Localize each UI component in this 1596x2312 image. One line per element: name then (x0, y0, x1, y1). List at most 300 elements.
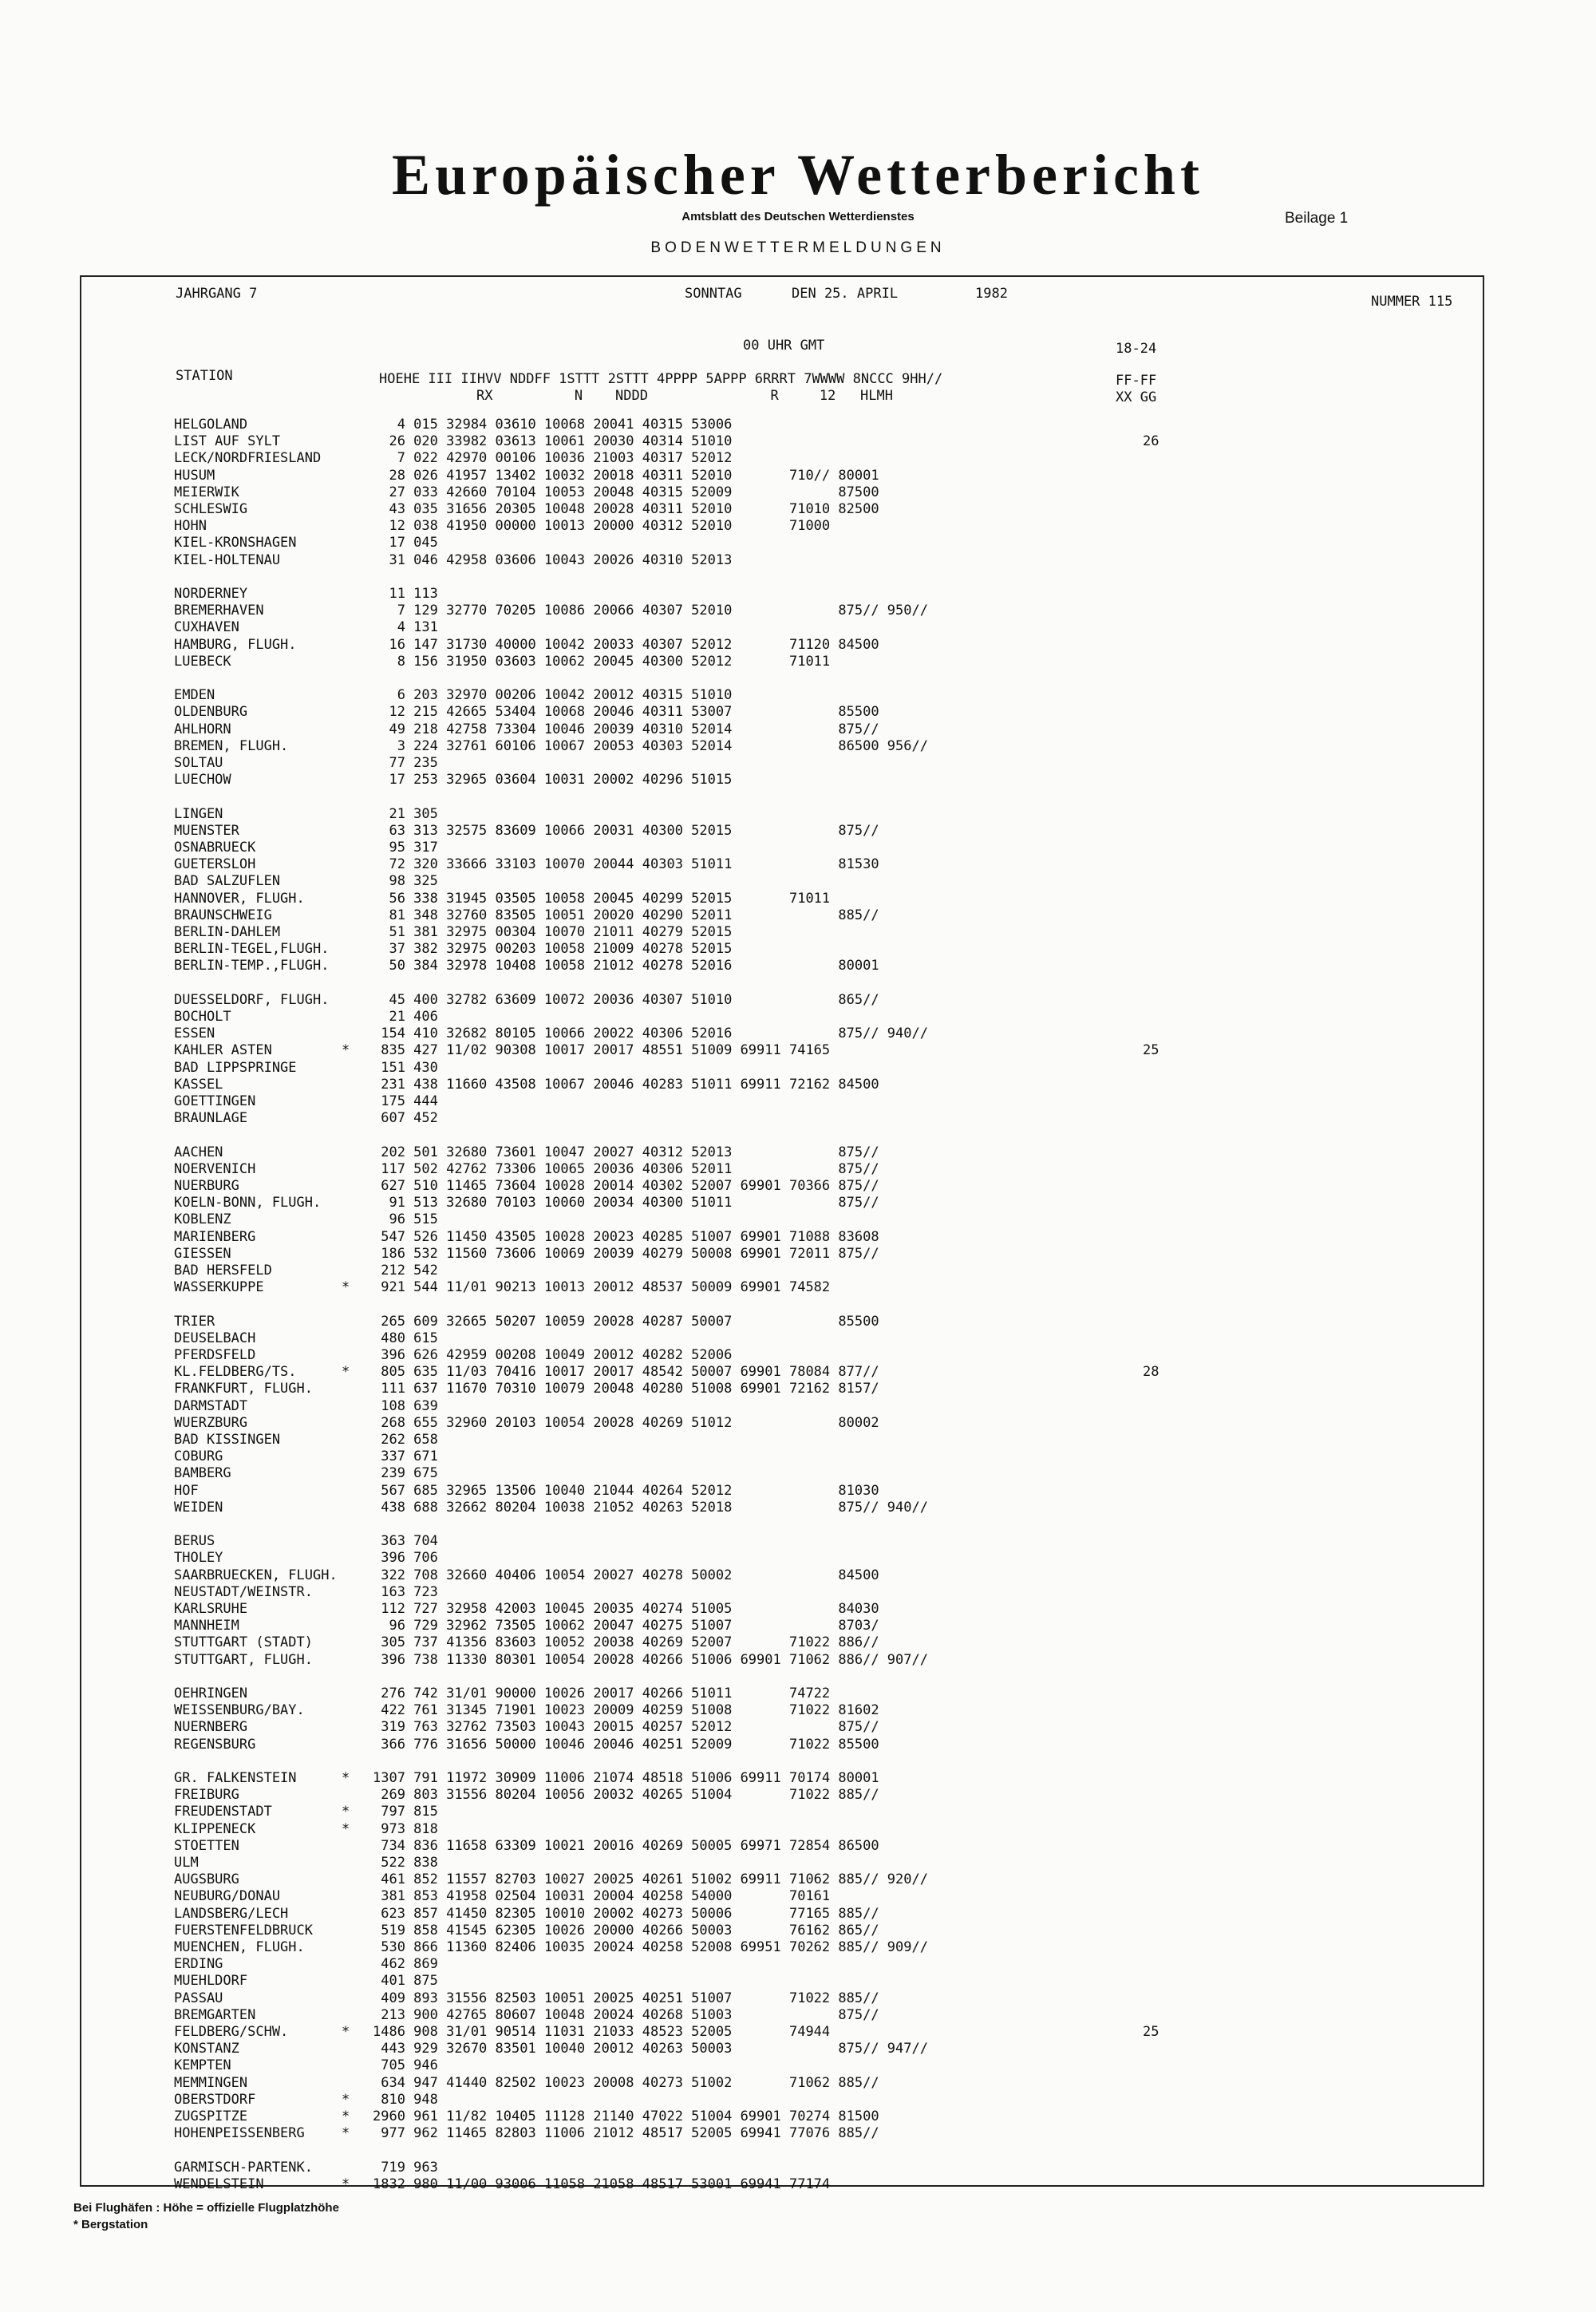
station-data: 151 430 (373, 1060, 438, 1076)
station-data: 973 818 (373, 1821, 438, 1837)
station-name: WEIDEN (174, 1500, 223, 1516)
table-row (0, 535, 1596, 551)
beilage-label: Beilage 1 (1285, 210, 1349, 227)
station-data: 461 852 11557 82703 10027 20025 40261 51002 69911 71062 885// 920// (373, 1871, 928, 1887)
table-row (0, 518, 1596, 535)
station-data: 4 131 (373, 619, 438, 635)
table-row (0, 2007, 1596, 2024)
station-name: FRANKFURT, FLUGH. (174, 1381, 313, 1397)
table-row (0, 468, 1596, 484)
station-name: KAHLER ASTEN (174, 1042, 272, 1058)
footnote-airports: Bei Flughäfen : Höhe = offizielle Flugplatzhöhe (73, 2201, 339, 2215)
station-data: 977 962 11465 82803 11006 21012 48517 52005 69941 77076 885// (373, 2125, 879, 2141)
table-row (0, 552, 1596, 569)
station-data: 530 866 11360 82406 10035 20024 40258 52008 69951 70262 885// 909// (373, 1939, 928, 1955)
station-name: WEISSENBURG/BAY. (174, 1702, 305, 1718)
station-name: FREIBURG (174, 1787, 239, 1803)
station-data: 50 384 32978 10408 10058 21012 40278 52016 80001 (373, 958, 879, 974)
station-name: PFERDSFELD (174, 1347, 256, 1363)
table-row (0, 1026, 1596, 1042)
station-name: HOHENPEISSENBERG (174, 2125, 305, 2141)
table-row (0, 856, 1596, 873)
table-row (0, 1161, 1596, 1178)
table-row (0, 1347, 1596, 1364)
table-row (0, 1042, 1596, 1059)
station-name: BREMERHAVEN (174, 603, 264, 619)
station-name: KASSEL (174, 1077, 223, 1093)
table-row (0, 891, 1596, 907)
station-data: 719 963 (373, 2160, 438, 2176)
table-row (0, 1533, 1596, 1550)
station-data: 401 875 (373, 1973, 438, 1989)
table-row (0, 1060, 1596, 1077)
mountain-station-marker: * (342, 1279, 350, 1295)
station-name: MARIENBERG (174, 1229, 256, 1245)
station-data: 12 038 41950 00000 10013 20000 40312 52010 71000 (373, 518, 831, 534)
station-data: 805 635 11/03 70416 10017 20017 48542 50007 69901 78084 877// (373, 1364, 879, 1380)
station-data: 7 129 32770 70205 10086 20066 40307 52010 875// 950// (373, 603, 928, 619)
station-data: 17 253 32965 03604 10031 20002 40296 51015 (373, 772, 733, 788)
station-name: KL.FELDBERG/TS. (174, 1364, 297, 1380)
station-name: ERDING (174, 1956, 223, 1972)
station-data: 111 637 11670 70310 10079 20048 40280 51008 69901 72162 8157/ (373, 1381, 879, 1397)
table-row (0, 1888, 1596, 1905)
code-columns-header: HOEHE III IIHVV NDDFF 1STTT 2STTT 4PPPP 5APPP 6RRRT 7WWWW 8NCCC 9HH// (379, 371, 943, 387)
station-name: COBURG (174, 1448, 223, 1464)
table-row (0, 1737, 1596, 1753)
station-name: BAD KISSINGEN (174, 1432, 281, 1448)
station-data: 1486 908 31/01 90514 11031 21033 48523 52005 74944 (373, 2024, 831, 2040)
table-row (0, 1110, 1596, 1127)
station-name: BERLIN-TEGEL,FLUGH. (174, 941, 330, 957)
station-data: 56 338 31945 03505 10058 20045 40299 52015 71011 (373, 891, 831, 907)
station-data: 634 947 41440 82502 10023 20008 40273 51002 71062 885// (373, 2075, 879, 2091)
table-row (0, 2176, 1596, 2193)
station-data: 37 382 32975 00203 10058 21009 40278 52015 (373, 941, 733, 957)
station-name: BAMBERG (174, 1465, 231, 1481)
table-row (0, 2125, 1596, 2142)
station-data: 438 688 32662 80204 10038 21052 40263 52018 875// 940// (373, 1500, 928, 1516)
station-name: BERUS (174, 1533, 215, 1549)
report-subtitle: Amtsblatt des Deutschen Wetterdienstes (681, 210, 915, 223)
gust-value: 25 (1143, 2024, 1159, 2040)
station-data: 262 658 (373, 1432, 438, 1448)
station-data: 91 513 32680 70103 10060 20034 40300 51011 875// (373, 1195, 879, 1211)
table-row (0, 1838, 1596, 1855)
table-row (0, 1871, 1596, 1888)
table-row (0, 721, 1596, 738)
station-name: BOCHOLT (174, 1009, 231, 1025)
table-row (0, 2092, 1596, 2108)
mountain-station-marker: * (342, 2125, 350, 2141)
station-data: 305 737 41356 83603 10052 20038 40269 52007 71022 886// (373, 1634, 879, 1650)
station-name: LUEBECK (174, 654, 231, 670)
station-name: FUERSTENFELDBRUCK (174, 1923, 313, 1939)
station-name: HUSUM (174, 468, 215, 484)
table-row (0, 1448, 1596, 1465)
period-label: 18-24 (1116, 341, 1157, 357)
issue-number: NUMMER 115 (1371, 294, 1453, 310)
table-row (0, 1398, 1596, 1415)
table-row (0, 1634, 1596, 1651)
station-name: MUENSTER (174, 823, 239, 839)
station-data: 835 427 11/02 90308 10017 20017 48551 51009 69911 74165 (373, 1042, 831, 1058)
station-data: 921 544 11/01 90213 10013 20012 48537 50009 69901 74582 (373, 1279, 831, 1295)
table-row (0, 755, 1596, 772)
table-row (0, 433, 1596, 450)
table-row (0, 992, 1596, 1009)
station-data: 623 857 41450 82305 10010 20002 40273 50006 77165 885// (373, 1906, 879, 1922)
station-data: 396 738 11330 80301 10054 20028 40266 51006 69901 71062 886// 907// (373, 1652, 928, 1668)
table-row (0, 772, 1596, 788)
station-data: 95 317 (373, 840, 438, 856)
table-row (0, 1077, 1596, 1093)
station-data: 268 655 32960 20103 10054 20028 40269 51012 80002 (373, 1415, 879, 1431)
table-row (0, 1178, 1596, 1195)
station-name: NORDERNEY (174, 586, 248, 602)
station-name: BREMGARTEN (174, 2007, 256, 2023)
station-data: 26 020 33982 03613 10061 20030 40314 51010 (373, 433, 733, 449)
table-row (0, 1567, 1596, 1584)
station-name: GR. FALKENSTEIN (174, 1770, 297, 1786)
station-data: 734 836 11658 63309 10021 20016 40269 50005 69971 72854 86500 (373, 1838, 879, 1854)
station-data: 108 639 (373, 1398, 438, 1414)
table-row (0, 450, 1596, 467)
code-columns-subheader: RX N NDDD R 12 HLMH (476, 388, 893, 404)
report-title: Europäischer Wetterbericht (392, 143, 1204, 207)
table-row (0, 1956, 1596, 1973)
station-name: NUERBURG (174, 1178, 239, 1194)
station-name: GARMISCH-PARTENK. (174, 2160, 313, 2176)
table-row (0, 1229, 1596, 1246)
station-name: KOBLENZ (174, 1211, 231, 1227)
table-row (0, 2108, 1596, 2125)
station-data: 212 542 (373, 1263, 438, 1279)
table-row (0, 1093, 1596, 1110)
station-data: 112 727 32958 42003 10045 20035 40274 51005 84030 (373, 1601, 879, 1617)
station-data: 43 035 31656 20305 10048 20028 40311 52010 71010 82500 (373, 501, 879, 517)
station-data: 8 156 31950 03603 10062 20045 40300 52012 71011 (373, 654, 831, 670)
table-row (0, 1144, 1596, 1161)
station-data: 1832 980 11/00 93006 11058 21058 48517 53001 69941 77174 (373, 2176, 831, 2192)
station-data: 396 626 42959 00208 10049 20012 40282 52006 (373, 1347, 733, 1363)
station-name: GIESSEN (174, 1246, 231, 1262)
station-name: BRAUNLAGE (174, 1110, 248, 1126)
station-name: SCHLESWIG (174, 501, 248, 517)
station-name: HELGOLAND (174, 417, 248, 433)
table-row (0, 1601, 1596, 1618)
station-data: 366 776 31656 50000 10046 20046 40251 52009 71022 85500 (373, 1737, 879, 1753)
station-data: 154 410 32682 80105 10066 20022 40306 52016 875// 940// (373, 1026, 928, 1041)
gust-value: 25 (1143, 1042, 1159, 1058)
station-data: 7 022 42970 00106 10036 21003 40317 52012 (373, 450, 733, 466)
station-column-header: STATION (176, 368, 233, 384)
station-name: KIEL-HOLTENAU (174, 552, 281, 568)
station-data: 396 706 (373, 1550, 438, 1566)
station-name: LANDSBERG/LECH (174, 1906, 289, 1922)
station-data: 409 893 31556 82503 10051 20025 40251 51007 71022 885// (373, 1990, 879, 2006)
table-row (0, 924, 1596, 941)
table-row (0, 1263, 1596, 1279)
station-data: 72 320 33666 33103 10070 20044 40303 51011 81530 (373, 856, 879, 872)
mountain-station-marker: * (342, 1770, 350, 1786)
jahrgang: JAHRGANG 7 (176, 286, 258, 302)
station-data: 607 452 (373, 1110, 438, 1126)
station-name: DARMSTADT (174, 1398, 248, 1414)
station-name: KONSTANZ (174, 2041, 239, 2057)
table-row (0, 1770, 1596, 1787)
table-row (0, 873, 1596, 890)
station-data: 28 026 41957 13402 10032 20018 40311 52010 710// 80001 (373, 468, 879, 484)
station-data: 381 853 41958 02504 10031 20004 40258 54000 70161 (373, 1888, 831, 1904)
station-name: LINGEN (174, 806, 223, 822)
station-name: OSNABRUECK (174, 840, 256, 856)
table-row (0, 603, 1596, 619)
table-row (0, 2075, 1596, 2092)
station-name: BAD SALZUFLEN (174, 873, 281, 889)
station-name: KOELN-BONN, FLUGH. (174, 1195, 322, 1211)
station-data: 63 313 32575 83609 10066 20031 40300 52015 875// (373, 823, 879, 839)
footnote-mountain: * Bergstation (73, 2218, 148, 2231)
station-name: WENDELSTEIN (174, 2176, 264, 2192)
station-name: AHLHORN (174, 721, 231, 737)
table-row (0, 1415, 1596, 1432)
station-name: LUECHOW (174, 772, 231, 788)
table-row (0, 1855, 1596, 1871)
station-name: BREMEN, FLUGH. (174, 738, 289, 754)
table-row (0, 2057, 1596, 2074)
table-row (0, 1686, 1596, 1702)
station-data: 337 671 (373, 1448, 438, 1464)
table-row (0, 1990, 1596, 2007)
date: DEN 25. APRIL (792, 286, 899, 302)
station-name: NUERNBERG (174, 1719, 248, 1735)
mountain-station-marker: * (342, 2024, 350, 2040)
station-name: FREUDENSTADT (174, 1804, 272, 1820)
station-name: WASSERKUPPE (174, 1279, 264, 1295)
station-name: STUTTGART (STADT) (174, 1634, 313, 1650)
station-name: HOHN (174, 518, 207, 534)
station-name: DUESSELDORF, FLUGH. (174, 992, 330, 1008)
station-name: HOF (174, 1483, 199, 1499)
station-name: CUXHAVEN (174, 619, 239, 635)
station-name: NEUSTADT/WEINSTR. (174, 1584, 313, 1600)
station-name: GOETTINGEN (174, 1093, 256, 1109)
table-row (0, 1719, 1596, 1736)
station-data: 27 033 42660 70104 10053 20048 40315 52009 87500 (373, 484, 879, 500)
table-row (0, 1939, 1596, 1956)
table-row (0, 1973, 1596, 1990)
mountain-station-marker: * (342, 1042, 350, 1058)
station-name: MEMMINGEN (174, 2075, 248, 2091)
ff-subheader: XX GG (1116, 389, 1157, 405)
station-name: STOETTEN (174, 1838, 239, 1854)
station-data: 51 381 32975 00304 10070 21011 40279 52015 (373, 924, 733, 940)
station-data: 96 729 32962 73505 10062 20047 40275 51007 8703/ (373, 1618, 879, 1634)
table-row (0, 1246, 1596, 1263)
table-row (0, 1364, 1596, 1381)
station-name: AUGSBURG (174, 1871, 239, 1887)
mountain-station-marker: * (342, 1364, 350, 1380)
station-name: LIST AUF SYLT (174, 433, 281, 449)
table-row (0, 704, 1596, 721)
table-row (0, 2160, 1596, 2176)
mountain-station-marker: * (342, 1804, 350, 1820)
station-data: 49 218 42758 73304 10046 20039 40310 52014 875// (373, 721, 879, 737)
table-row (0, 1804, 1596, 1820)
station-name: ULM (174, 1855, 199, 1871)
station-data: 276 742 31/01 90000 10026 20017 40266 51011 74722 (373, 1686, 831, 1701)
station-name: KIEL-KRONSHAGEN (174, 535, 297, 551)
station-data: 547 526 11450 43505 10028 20023 40285 51007 69901 71088 83608 (373, 1229, 879, 1245)
station-data: 31 046 42958 03606 10043 20026 40310 52013 (373, 552, 733, 568)
table-row (0, 738, 1596, 755)
table-row (0, 840, 1596, 856)
table-row (0, 1432, 1596, 1448)
table-row (0, 907, 1596, 924)
table-row (0, 1483, 1596, 1500)
station-data: 12 215 42665 53404 10068 20046 40311 53007 85500 (373, 704, 879, 720)
table-row (0, 1584, 1596, 1601)
table-row (0, 619, 1596, 636)
station-name: WUERZBURG (174, 1415, 248, 1431)
station-data: 163 723 (373, 1584, 438, 1600)
station-name: MEIERWIK (174, 484, 239, 500)
station-name: LECK/NORDFRIESLAND (174, 450, 322, 466)
table-row (0, 417, 1596, 433)
table-row (0, 501, 1596, 518)
station-name: HANNOVER, FLUGH. (174, 891, 305, 907)
station-data: 627 510 11465 73604 10028 20014 40302 52007 69901 70366 875// (373, 1178, 879, 1194)
station-data: 519 858 41545 62305 10026 20000 40266 50003 76162 865// (373, 1923, 879, 1939)
station-data: 77 235 (373, 755, 438, 771)
table-row (0, 1009, 1596, 1026)
station-name: KARLSRUHE (174, 1601, 248, 1617)
table-row (0, 1465, 1596, 1482)
station-data: 462 869 (373, 1956, 438, 1972)
table-row (0, 1652, 1596, 1669)
station-data: 6 203 32970 00206 10042 20012 40315 51010 (373, 687, 733, 703)
station-name: BERLIN-TEMP.,FLUGH. (174, 958, 330, 974)
station-name: EMDEN (174, 687, 215, 703)
station-name: MUEHLDORF (174, 1973, 248, 1989)
station-name: PASSAU (174, 1990, 223, 2006)
station-name: MANNHEIM (174, 1618, 239, 1634)
mountain-station-marker: * (342, 2092, 350, 2108)
station-data: 239 675 (373, 1465, 438, 1481)
station-name: BERLIN-DAHLEM (174, 924, 281, 940)
table-row (0, 484, 1596, 501)
station-name: BAD HERSFELD (174, 1263, 272, 1279)
station-data: 322 708 32660 40406 10054 20027 40278 50002 84500 (373, 1567, 879, 1583)
section-title: BODENWETTERMELDUNGEN (650, 239, 946, 256)
station-data: 443 929 32670 83501 10040 20012 40263 50003 875// 947// (373, 2041, 928, 2057)
station-name: GUETERSLOH (174, 856, 256, 872)
station-data: 269 803 31556 80204 10056 20032 40265 51004 71022 885// (373, 1787, 879, 1803)
station-name: NOERVENICH (174, 1161, 256, 1177)
station-data: 45 400 32782 63609 10072 20036 40307 51010 865// (373, 992, 879, 1008)
table-row (0, 1702, 1596, 1719)
station-data: 319 763 32762 73503 10043 20015 40257 52012 875// (373, 1719, 879, 1735)
station-name: REGENSBURG (174, 1737, 256, 1753)
station-data: 4 015 32984 03610 10068 20041 40315 53006 (373, 417, 733, 433)
gust-value: 26 (1143, 433, 1159, 449)
table-row (0, 586, 1596, 603)
station-name: ZUGSPITZE (174, 2108, 248, 2124)
table-row (0, 637, 1596, 654)
station-name: MUENCHEN, FLUGH. (174, 1939, 305, 1955)
station-name: DEUSELBACH (174, 1330, 256, 1346)
station-data: 81 348 32760 83505 10051 20020 40290 52011 885// (373, 907, 879, 923)
station-data: 21 305 (373, 806, 438, 822)
station-data: 213 900 42765 80607 10048 20024 40268 51003 875// (373, 2007, 879, 2023)
station-data: 186 532 11560 73606 10069 20039 40279 50008 69901 72011 875// (373, 1246, 879, 1262)
table-row (0, 1923, 1596, 1939)
mountain-station-marker: * (342, 2108, 350, 2124)
station-data: 705 946 (373, 2057, 438, 2073)
weekday: SONNTAG (685, 286, 742, 302)
gust-value: 28 (1143, 1364, 1159, 1380)
station-name: OBERSTDORF (174, 2092, 256, 2108)
station-name: ESSEN (174, 1026, 215, 1041)
station-data: 265 609 32665 50207 10059 20028 40287 50007 85500 (373, 1314, 879, 1330)
station-name: THOLEY (174, 1550, 223, 1566)
year: 1982 (975, 286, 1008, 302)
station-name: HAMBURG, FLUGH. (174, 637, 297, 653)
station-data: 567 685 32965 13506 10040 21044 40264 52012 81030 (373, 1483, 879, 1499)
station-data: 1307 791 11972 30909 11006 21074 48518 51006 69911 70174 80001 (373, 1770, 879, 1786)
station-data: 11 113 (373, 586, 438, 602)
table-row (0, 941, 1596, 958)
station-name: NEUBURG/DONAU (174, 1888, 281, 1904)
station-name: KLIPPENECK (174, 1821, 256, 1837)
station-name: BRAUNSCHWEIG (174, 907, 272, 923)
table-row (0, 958, 1596, 974)
table-row (0, 1195, 1596, 1211)
station-data: 422 761 31345 71901 10023 20009 40259 51008 71022 81602 (373, 1702, 879, 1718)
table-row (0, 1279, 1596, 1296)
station-data: 231 438 11660 43508 10067 20046 40283 51011 69911 72162 84500 (373, 1077, 879, 1093)
station-data: 21 406 (373, 1009, 438, 1025)
station-data: 3 224 32761 60106 10067 20053 40303 52014 86500 956// (373, 738, 928, 754)
table-row (0, 1618, 1596, 1634)
station-data: 797 815 (373, 1804, 438, 1820)
table-row (0, 2041, 1596, 2057)
table-row (0, 1314, 1596, 1330)
table-row (0, 823, 1596, 840)
station-name: KEMPTEN (174, 2057, 231, 2073)
station-data: 480 615 (373, 1330, 438, 1346)
ff-header: FF-FF (1116, 373, 1157, 389)
table-row (0, 654, 1596, 670)
station-data: 117 502 42762 73306 10065 20036 40306 52011 875// (373, 1161, 879, 1177)
station-data: 175 444 (373, 1093, 438, 1109)
station-name: STUTTGART, FLUGH. (174, 1652, 313, 1668)
observation-time: 00 UHR GMT (743, 338, 825, 354)
table-row (0, 1211, 1596, 1228)
station-data: 17 045 (373, 535, 438, 551)
table-row (0, 1821, 1596, 1838)
station-data: 98 325 (373, 873, 438, 889)
station-name: BAD LIPPSPRINGE (174, 1060, 297, 1076)
station-data: 2960 961 11/82 10405 11128 21140 47022 51004 69901 70274 81500 (373, 2108, 879, 2124)
station-data: 522 838 (373, 1855, 438, 1871)
station-data: 16 147 31730 40000 10042 20033 40307 52012 71120 84500 (373, 637, 879, 653)
table-row (0, 687, 1596, 704)
table-row (0, 1330, 1596, 1347)
table-row (0, 1906, 1596, 1923)
table-row (0, 2024, 1596, 2041)
